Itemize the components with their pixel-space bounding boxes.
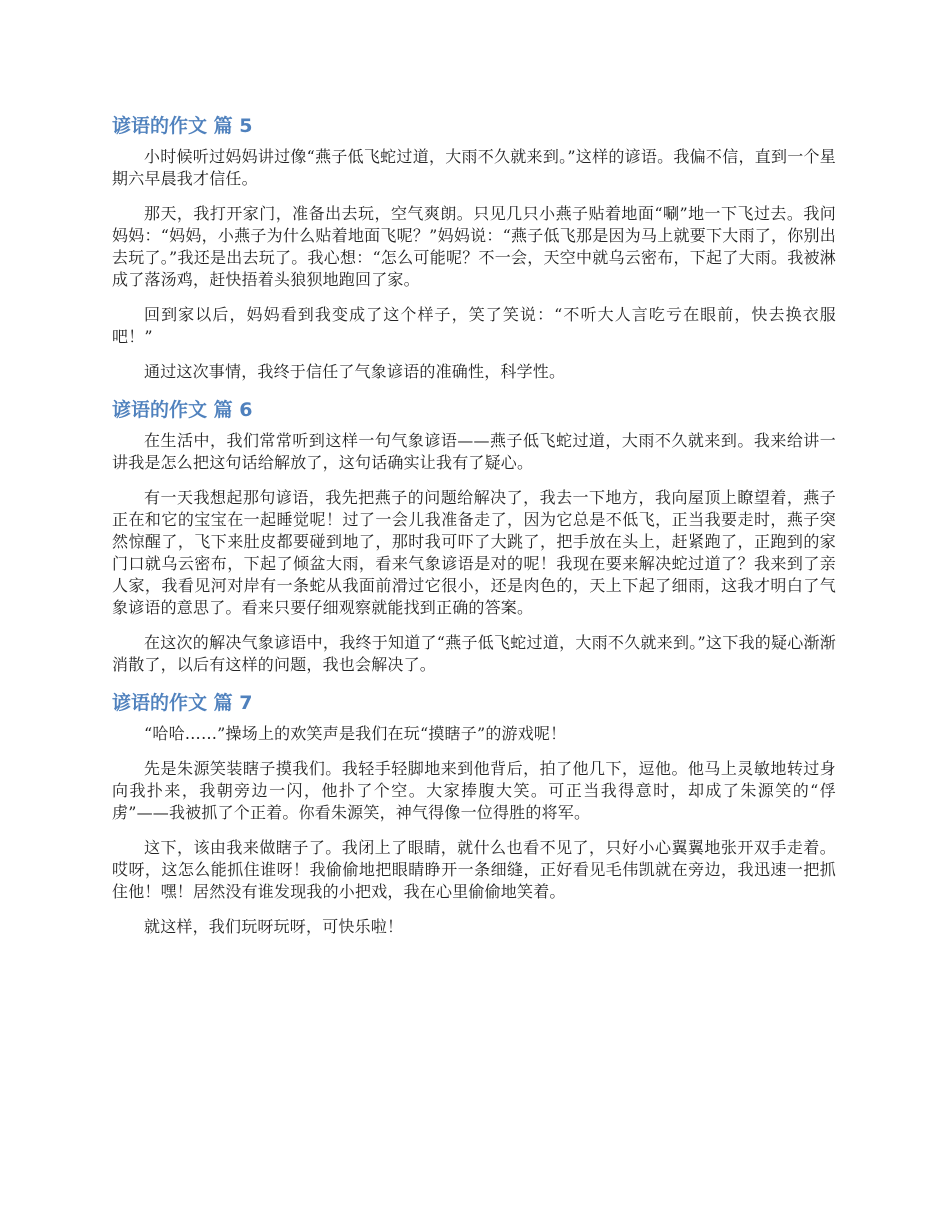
paragraph: 先是朱源笑装瞎子摸我们。我轻手轻脚地来到他背后，拍了他几下，逗他。他马上灵敏地转过身向我扑来，我朝旁边一闪，他扑了个空。大家捧腹大笑。可正当我得意时，却成了朱源笑的“俘虏”——我被抓了个正着。你看朱源笑，神气得像一位得胜的将军。 — [112, 759, 836, 822]
paragraph: 小时候听过妈妈讲过像“燕子低飞蛇过道，大雨不久就来到。”这样的谚语。我偏不信，直到一个星期六早晨我才信任。 — [112, 147, 836, 188]
essay-section-5 — [112, 112, 836, 383]
paragraph: 那天，我打开家门，准备出去玩，空气爽朗。只见几只小燕子贴着地面“唰”地一下飞过去。我问妈妈：“妈妈，小燕子为什么贴着地面飞呢？”妈妈说：“燕子低飞那是因为马上就要下大雨了，你别出去玩了。”我还是出去玩了。我心想：“怎么可能呢？不一会，天空中就乌云密布，下起了大雨。我被淋成了落汤鸡，赶快捂着头狼狈地跑回了家。 — [112, 204, 836, 289]
document-page — [112, 112, 836, 951]
paragraph: 在这次的解决气象谚语中，我终于知道了“燕子低飞蛇过道，大雨不久就来到。”这下我的疑心渐渐消散了，以后有这样的问题，我也会解决了。 — [112, 633, 836, 674]
section-title: 谚语的作文 篇 6 — [112, 399, 253, 421]
paragraph: 回到家以后，妈妈看到我变成了这个样子，笑了笑说：“不听大人言吃亏在眼前，快去换衣服吧！” — [112, 305, 836, 346]
paragraph: “哈哈……”操场上的欢笑声是我们在玩“摸瞎子”的游戏呢！ — [144, 724, 567, 743]
section-title: 谚语的作文 篇 7 — [112, 692, 253, 714]
essay-section-6 — [112, 396, 836, 676]
paragraph: 在生活中，我们常常听到这样一句气象谚语——燕子低飞蛇过道，大雨不久就来到。我来给讲一讲我是怎么把这句话给解放了，这句话确实让我有了疑心。 — [112, 431, 836, 472]
section-title: 谚语的作文 篇 5 — [112, 115, 253, 137]
essay-section-7 — [112, 689, 836, 938]
paragraph: 有一天我想起那句谚语，我先把燕子的问题给解决了，我去一下地方，我向屋顶上瞭望着，燕子正在和它的宝宝在一起睡觉呢！过了一会儿我准备走了，因为它总是不低飞，正当我要走时，燕子突然惊醒了，飞下来肚皮都要碰到地了，那时我可吓了大跳了，把手放在头上，赶紧跑了，正跑到的家门口就乌云密布，下起了倾盆大雨，看来气象谚语是对的呢！我现在要来解决蛇过道了？我来到了亲人家，我看见河对岸有一条蛇从我面前滑过它很小，还是肉色的，天上下起了细雨，这我才明白了气象谚语的意思了。看来只要仔细观察就能找到正确的答案。 — [112, 488, 836, 617]
paragraph: 通过这次事情，我终于信任了气象谚语的准确性，科学性。 — [144, 362, 566, 381]
paragraph: 这下，该由我来做瞎子了。我闭上了眼睛，就什么也看不见了，只好小心翼翼地张开双手走着。哎呀，这怎么能抓住谁呀！我偷偷地把眼睛睁开一条细缝，正好看见毛伟凯就在旁边，我迅速一把抓住他！嘿！居然没有谁发现我的小把戏，我在心里偷偷地笑着。 — [112, 838, 836, 901]
paragraph: 就这样，我们玩呀玩呀，可快乐啦！ — [144, 917, 404, 936]
